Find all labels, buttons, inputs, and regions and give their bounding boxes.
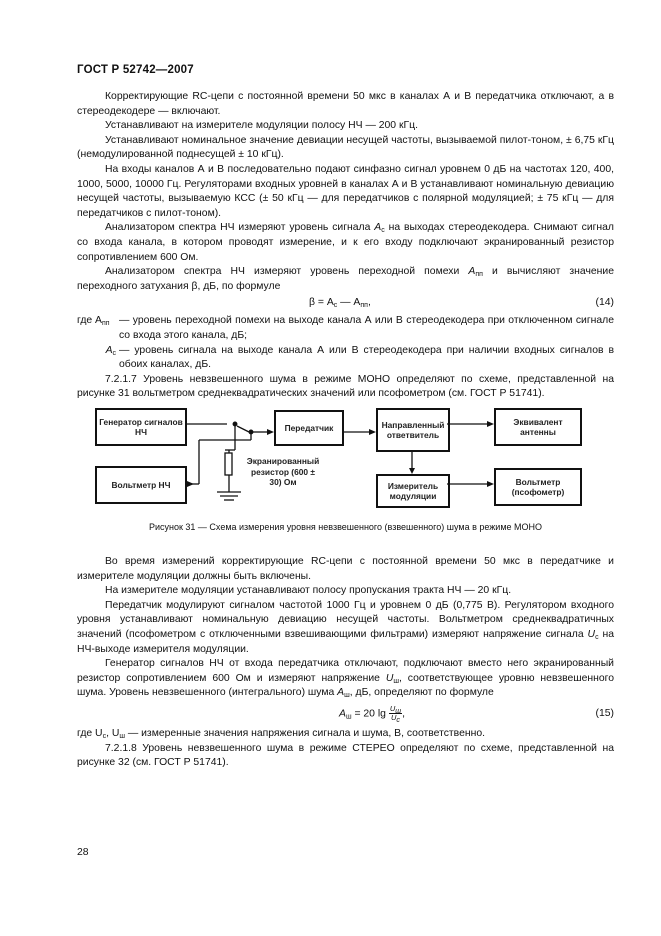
formula-14 xyxy=(77,294,614,314)
paragraph: Передатчик модулируют сигналом частотой 1000 Гц и уровнем 0 дБ (0,775 В). Регулятором входного уровня устанавливают номинальную девиацию несущей частоты. Вольтметром среднеквадратичных значений (псофометром с отключенными взвешивающими фильтрами) измеряют напряжение сигнала $U_с$ на НЧ-выходе измерителя модуляции. xyxy=(77,599,615,655)
voltmeter-box: Вольтметр НЧ xyxy=(95,466,187,504)
modulation-meter-box: Измеритель модуляции xyxy=(376,474,450,508)
antenna-box: Эквивалент антенны xyxy=(494,408,582,446)
document-header: ГОСТ Р 52742—2007 xyxy=(77,64,194,76)
text-block-2 xyxy=(77,555,614,771)
formula-15 xyxy=(77,701,614,727)
paragraph: Во время измерений корректирующие RC-цепи с постоянной времени 50 мкс в передатчике и измерителе модуляции должны быть включены. xyxy=(77,556,614,582)
paragraph: Корректирующие RC-цепи с постоянной времени 50 мкс в каналах А и В передатчика отключают, а в стереодекодере — включают. xyxy=(77,91,614,117)
formula-expression: $A_ш = 20$ lg $\frac{U_ш}{U_с}$ , xyxy=(339,703,405,724)
where-item: где $A_{пп}$ — уровень переходной помехи на выходе канала А или В стереодекодера при отключенном сигнале со входа этого канала, дБ; xyxy=(77,315,614,341)
transmitter-box: Передатчик xyxy=(274,410,344,446)
generator-box: Генератор сигналов НЧ xyxy=(95,408,187,446)
paragraph: Устанавливают номинальное значение девиации несущей частоты, вызываемой пилот-тоном, ± 6,75 кГц (немодулированной поднесущей ± 10 кГц). xyxy=(77,134,614,161)
paragraph: 7.2.1.8 Уровень невзвешенного шума в режиме СТЕРЕО определяют по схеме, представленной на рисунке 32 (см. ГОСТ Р 51741). xyxy=(77,742,614,769)
where-item: $A_с$ — уровень сигнала на выходе канала А или В стереодекодера при наличии входных сигналов в обоих каналах, дБ. xyxy=(105,344,614,371)
page-number: 28 xyxy=(77,847,89,858)
figure-caption: Рисунок 31 — Схема измерения уровня невзвешенного (взвешенного) шума в режиме МОНО xyxy=(148,522,543,532)
figure-31-diagram xyxy=(77,396,614,516)
fraction: $\frac{U_ш}{U_с}$ xyxy=(389,703,402,724)
coupler-box: Направленный ответвитель xyxy=(376,408,450,452)
text-block-1 xyxy=(77,90,614,402)
paragraph: Анализатором спектра НЧ измеряют уровень сигнала $A_с$ на выходах стереодекодера. Снимают сигнал со входа канала, в котором проводят измерение, и к его входу подключают экранированный резистор сопротивлением 600 Ом. xyxy=(77,222,614,263)
paragraph: Устанавливают на измерителе модуляции полосу НЧ — 200 кГц. xyxy=(105,120,418,132)
formula-number: (15) xyxy=(595,707,614,719)
resistor-label: Экранированный резистор (600 ± 30) Ом xyxy=(246,456,320,487)
paragraph: На измерителе модуляции устанавливают полосу пропускания тракта НЧ — 20 кГц. xyxy=(105,585,512,597)
formula-number: (14) xyxy=(595,297,614,309)
formula-expression: $\beta = A_с$ — $A_{пп}$, xyxy=(309,297,371,310)
paragraph: На входы каналов А и В последовательно подают синфазно сигнал уровнем 0 дБ на частотах 120, 400, 1000, 5000, 10000 Гц. Регуляторами входных уровней в каналах А и В устанавливают номинальную девиацию несущей частоты, вызываемую КСС (± 50 кГц — для передатчиков с полярной модуляцией; ± 75 кГц — для передатчиков с пилот-тоном). xyxy=(77,163,614,219)
paragraph: 7.2.1.7 Уровень невзвешенного шума в режиме МОНО определяют по схеме, представленной на рисунке 31 вольтметром среднеквадратических значений или псофометром (см. ГОСТ Р 51741). xyxy=(77,373,614,400)
psofometer-box: Вольтметр (псофометр) xyxy=(494,468,582,506)
paragraph: где $U_с$, $U_ш$ — измеренные значения напряжения сигнала и шума, В, соответственно. xyxy=(77,727,486,740)
paragraph: Генератор сигналов НЧ от входа передатчика отключают, подключают вместо него экранированный резистор сопротивлением 600 Ом и измеряют напряжение $U_ш$, соответствующее уровню невзвешенного шума. Уровень невзвешенного (интегрального) шума $A_ш$, дБ, определяют по формуле xyxy=(77,658,614,700)
paragraph: Анализатором спектра НЧ измеряют уровень переходной помехи $A_{пп}$ и вычисляют значение переходного затухания β, дБ, по формуле xyxy=(77,266,614,292)
